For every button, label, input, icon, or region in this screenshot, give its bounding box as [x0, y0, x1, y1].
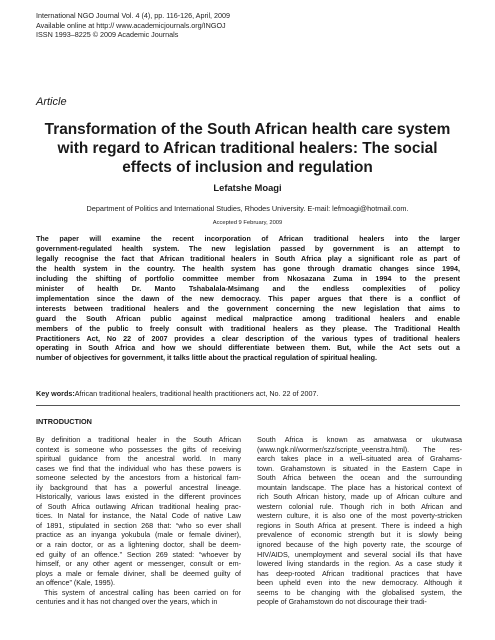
- abstract-line: guard the South African public against medical malpractice among traditional healers and enable: [36, 313, 460, 323]
- body-line: By definition a traditional healer in the South African: [36, 435, 241, 444]
- abstract-line: government-regulated health system. The new legislation passed by government is an attempt to: [36, 243, 460, 253]
- abstract: [36, 234, 460, 363]
- body-line: of 1891, stipulated in section 268 that: “who so ever shall: [36, 520, 241, 530]
- article-type-label: Article: [36, 96, 67, 108]
- body-line: practice as an inyanga yokubula (male or female diviner),: [36, 530, 241, 540]
- abstract-line: including the shifting of portfolio committee member from Nkosazana Zuma in 1994 to the present: [36, 273, 460, 283]
- body-line: mountain landscape. The place has a historical context of: [257, 482, 462, 492]
- body-line: South Africa is known as amatwasa or ukutwasa: [257, 435, 462, 444]
- keywords: [36, 389, 460, 399]
- body-line: earch takes place in a well–situated area of Grahams-: [257, 454, 462, 464]
- body-line: of South Africa outlawing African traditional healing prac-: [36, 501, 241, 511]
- body-line: Historically, various laws existed in the different provinces: [36, 492, 241, 502]
- body-line: ily background that has a powerful ancestral lineage.: [36, 482, 241, 492]
- journal-issn: ISSN 1993–8225 © 2009 Academic Journals: [36, 30, 179, 40]
- body-line: has deep-rooted African traditional practices that have: [257, 568, 462, 578]
- keywords-label: Key words:: [36, 389, 75, 398]
- body-line: HIV/AIDS, unemployment and several social ills that have: [257, 549, 462, 559]
- accepted-date: Accepted 9 February, 2009: [212, 220, 283, 226]
- body-line: centuries and it has not changed over the years, which in: [36, 597, 218, 607]
- abstract-line: interests between traditional healers and the government concerning the new legislation that aims to: [36, 303, 460, 313]
- body-line: regions in South Africa at present. There is indeed a high: [257, 520, 462, 530]
- abstract-line: the health system in the country. The health system has gone through dramatic changes since 1994,: [36, 263, 460, 273]
- paper-title: [30, 120, 465, 177]
- body-line: rich South African history, made up of African culture and: [257, 492, 462, 502]
- body-line: or a rain doctor, or as a lightening doctor, shall be deem-: [36, 540, 241, 550]
- keywords-text: African traditional healers, traditional health practitioners act, No. 22 of 2007.: [74, 389, 319, 398]
- journal-url[interactable]: Available online at http:// www.academicjournals.org/INGOJ: [36, 20, 226, 30]
- body-line: prevalence of economic strength but it is slowly being: [257, 530, 462, 540]
- abstract-line: Practitioners Act, No 22 of 2007 provides a clear description of the various types of traditional healers: [36, 333, 460, 343]
- body-line: ignored because of the high poverty rate, the scourge of: [257, 540, 462, 550]
- section-divider: [36, 405, 460, 406]
- body-column-right: [257, 435, 462, 607]
- abstract-line: members of the public to freely consult with traditional healers as they please. The Traditional Health: [36, 323, 460, 333]
- body-line: been upheld even into the new democracy. Although it: [257, 578, 462, 588]
- body-line: This system of ancestral calling has been carried on for: [44, 587, 241, 597]
- journal-citation: International NGO Journal Vol. 4 (4), pp. 116-126, April, 2009: [36, 11, 231, 20]
- abstract-line: legally recognise the fact that African traditional healers in South Africa play a significant role as part of: [36, 253, 460, 263]
- body-line: context is someone who possesses the gifts of receiving: [36, 444, 241, 454]
- journal-header: [36, 11, 230, 40]
- body-column-left: [36, 435, 241, 607]
- abstract-line: number of objectives for government, it talks little about the practical regulation of spiritual healing.: [36, 353, 378, 363]
- author-name: Lefatshe Moagi: [213, 182, 282, 193]
- body-line: western colonial rule. Though rich in both African and: [257, 501, 462, 511]
- abstract-line: operating in South Africa and how we should differentiate between them. But, while the Act sets out a: [36, 343, 460, 353]
- body-line: ploys a male or female diviner, shall be deemed guilty of: [36, 568, 241, 578]
- body-line: tices. In Natal for instance, the Natal Code of native Law: [36, 511, 241, 521]
- section-heading: INTRODUCTION: [36, 417, 92, 426]
- body-line: seems to be changing with the globalised system, the: [257, 587, 462, 597]
- body-line: spiritual guidance from the ancestral world. In many: [36, 454, 241, 464]
- body-line: himself, or any other agent or messenger, consult or em-: [36, 559, 241, 569]
- abstract-line: minister of health Dr. Manto Tshabalala-Msimang and the endless complexities of policy: [36, 283, 460, 293]
- body-line: lowered living standards in the region. As a case study it: [257, 559, 462, 569]
- abstract-line: implementation since the dawn of the new democracy. This paper argues that there is a conflict of: [36, 293, 460, 303]
- title-line: with regard to African traditional healers: The social: [57, 140, 438, 157]
- body-line: ed guilty of an offence.” Section 269 stated: “whoever by: [36, 549, 241, 559]
- abstract-line: The paper will examine the recent incorporation of African traditional healers into the larger: [36, 234, 460, 243]
- title-line: Transformation of the South African health care system: [44, 121, 451, 138]
- body-line: cases we find that the individual who has these powers is: [36, 463, 241, 473]
- author-affiliation: Department of Politics and International Studies, Rhodes University. E-mail: lefmoagi@hotmail.com.: [86, 204, 409, 213]
- body-line: town. Grahamstown is situated in the Eastern Cape in: [257, 463, 462, 473]
- body-line: someone selected by the ancestors from a historical fam-: [36, 473, 241, 483]
- body-line: western culture, it is also one of the most poverty-stricken: [257, 511, 462, 521]
- body-line: people of Grahamstown do not discourage their tradi-: [257, 597, 427, 607]
- title-line: effects of inclusion and regulation: [122, 159, 373, 176]
- body-line: (www.ngk.nl/wormer/szz/scripte_veenstra.html). The res-: [257, 444, 462, 454]
- body-line: South Africa between the ocean and the surrounding: [257, 473, 462, 483]
- body-line: an offence” (Kale, 1995).: [36, 578, 115, 588]
